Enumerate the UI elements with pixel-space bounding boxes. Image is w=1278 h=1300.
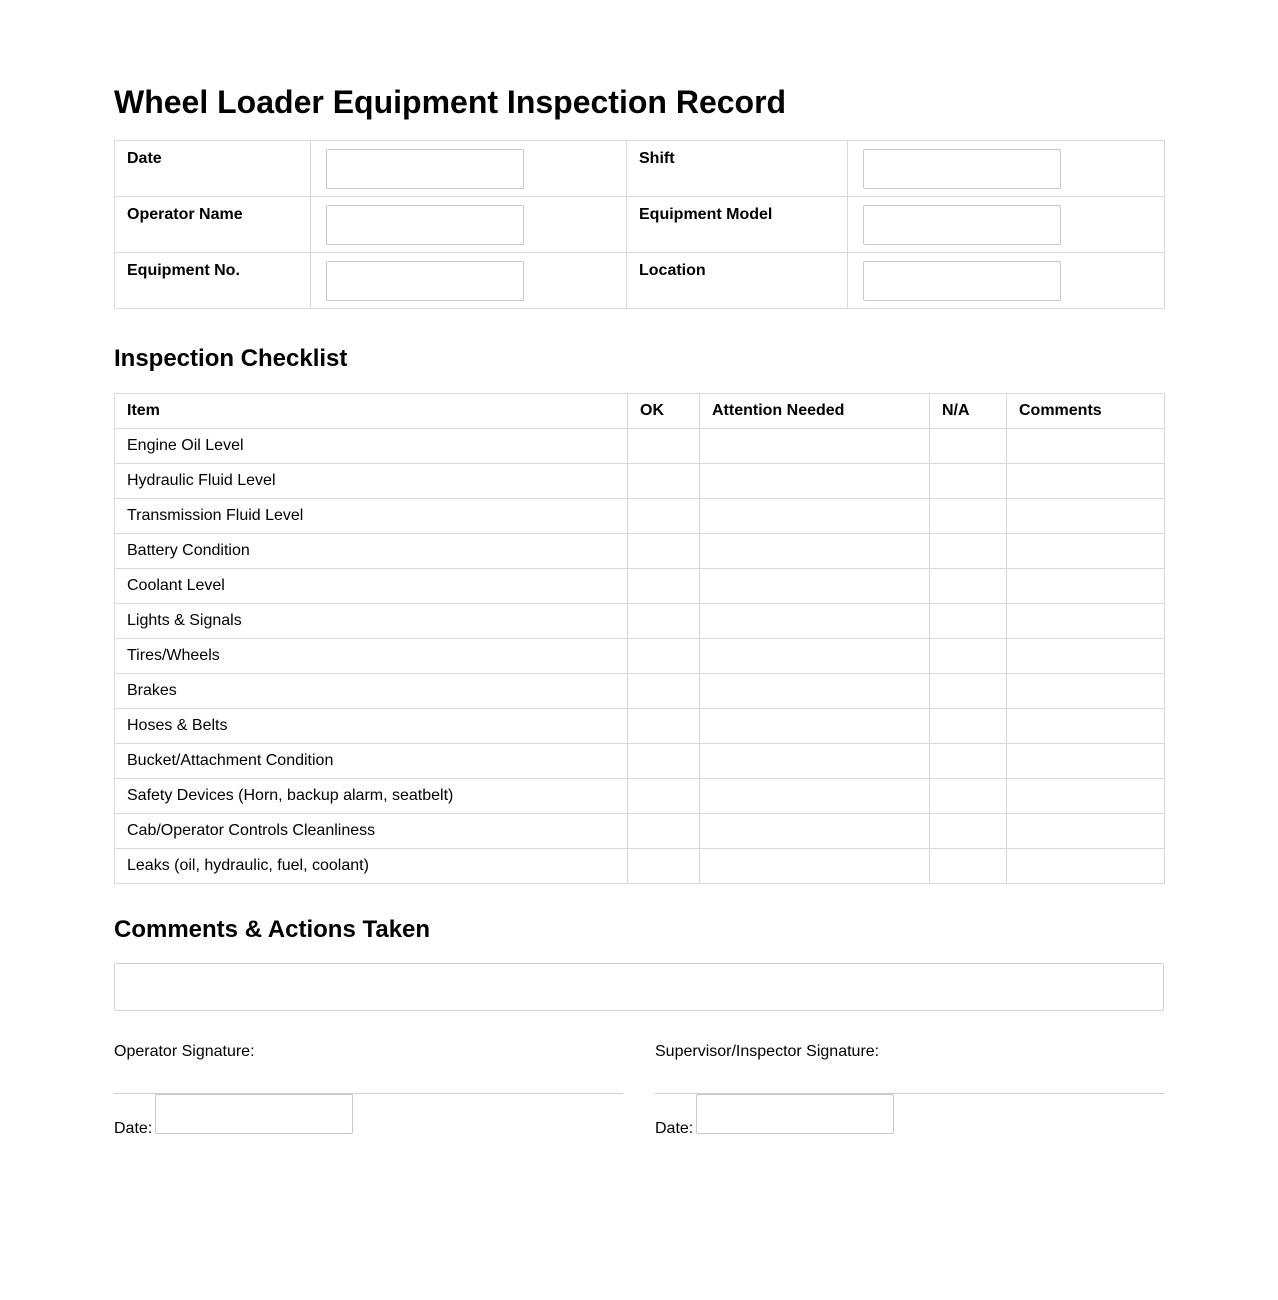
checklist-na-cell[interactable]	[930, 674, 1007, 709]
checklist-row	[115, 744, 1165, 779]
checklist-ok-cell[interactable]	[628, 639, 700, 674]
checklist-comments-cell[interactable]	[1007, 429, 1165, 464]
checklist-na-cell[interactable]	[930, 534, 1007, 569]
checklist-na-cell[interactable]	[930, 639, 1007, 674]
shift-field-cell	[848, 141, 1165, 197]
operator-name-field[interactable]	[326, 205, 524, 245]
equipment-info-table	[114, 140, 1165, 309]
checklist-comments-cell[interactable]	[1007, 464, 1165, 499]
checklist-attention-needed-cell[interactable]	[700, 534, 930, 569]
shift-field[interactable]	[863, 149, 1061, 189]
checklist-attention-needed-cell[interactable]	[700, 464, 930, 499]
checklist-attention-needed-cell[interactable]	[700, 429, 930, 464]
checklist-comments-cell[interactable]	[1007, 779, 1165, 814]
checklist-ok-cell[interactable]	[628, 674, 700, 709]
equipment-no-field-cell	[311, 253, 627, 309]
checklist-attention-needed-cell[interactable]	[700, 674, 930, 709]
checklist-attention-needed-cell[interactable]	[700, 499, 930, 534]
checklist-header-row	[115, 394, 1165, 429]
equipment-model-field-cell	[848, 197, 1165, 253]
location-label: Location	[627, 253, 848, 309]
checklist-attention-needed-cell[interactable]	[700, 569, 930, 604]
checklist-comments-cell[interactable]	[1007, 849, 1165, 884]
checklist-attention-needed-cell[interactable]	[700, 744, 930, 779]
equipment-no-field[interactable]	[326, 261, 524, 301]
checklist-row	[115, 499, 1165, 534]
date-field[interactable]	[326, 149, 524, 189]
checklist-heading: Inspection Checklist	[114, 345, 348, 372]
supervisor-date-label: Date:	[655, 1120, 694, 1137]
operator-date-field[interactable]	[155, 1094, 353, 1134]
supervisor-date-field[interactable]	[696, 1094, 894, 1134]
date-label: Date	[115, 141, 311, 197]
checklist-ok-cell[interactable]	[628, 849, 700, 884]
column-header-comments: Comments	[1007, 394, 1165, 429]
operator-name-label: Operator Name	[115, 197, 311, 253]
checklist-ok-cell[interactable]	[628, 779, 700, 814]
checklist-item-label: Bucket/Attachment Condition	[115, 744, 628, 779]
location-field-cell	[848, 253, 1165, 309]
comments-heading: Comments & Actions Taken	[114, 916, 431, 943]
checklist-attention-needed-cell[interactable]	[700, 639, 930, 674]
supervisor-signature-block	[655, 1042, 1164, 1137]
checklist-attention-needed-cell[interactable]	[700, 604, 930, 639]
checklist-item-label: Lights & Signals	[115, 604, 628, 639]
equipment-no-label: Equipment No.	[115, 253, 311, 309]
checklist-na-cell[interactable]	[930, 849, 1007, 884]
checklist-na-cell[interactable]	[930, 604, 1007, 639]
checklist-comments-cell[interactable]	[1007, 814, 1165, 849]
info-row	[115, 141, 1165, 197]
checklist-item-label: Leaks (oil, hydraulic, fuel, coolant)	[115, 849, 628, 884]
checklist-na-cell[interactable]	[930, 464, 1007, 499]
checklist-attention-needed-cell[interactable]	[700, 814, 930, 849]
checklist-na-cell[interactable]	[930, 499, 1007, 534]
checklist-item-label: Tires/Wheels	[115, 639, 628, 674]
comments-actions-field[interactable]	[114, 963, 1164, 1011]
checklist-na-cell[interactable]	[930, 429, 1007, 464]
checklist-comments-cell[interactable]	[1007, 639, 1165, 674]
checklist-row	[115, 849, 1165, 884]
checklist-item-label: Brakes	[115, 674, 628, 709]
checklist-ok-cell[interactable]	[628, 499, 700, 534]
checklist-comments-cell[interactable]	[1007, 499, 1165, 534]
checklist-row	[115, 814, 1165, 849]
checklist-comments-cell[interactable]	[1007, 674, 1165, 709]
info-row	[115, 197, 1165, 253]
checklist-comments-cell[interactable]	[1007, 604, 1165, 639]
operator-date-label: Date:	[114, 1120, 153, 1137]
equipment-model-field[interactable]	[863, 205, 1061, 245]
operator-name-field-cell	[311, 197, 627, 253]
checklist-row	[115, 604, 1165, 639]
shift-label: Shift	[627, 141, 848, 197]
checklist-row	[115, 674, 1165, 709]
column-header-ok: OK	[628, 394, 700, 429]
checklist-ok-cell[interactable]	[628, 569, 700, 604]
checklist-row	[115, 709, 1165, 744]
checklist-item-label: Safety Devices (Horn, backup alarm, seatbelt)	[115, 779, 628, 814]
column-header-item: Item	[115, 394, 628, 429]
checklist-comments-cell[interactable]	[1007, 569, 1165, 604]
checklist-row	[115, 464, 1165, 499]
checklist-row	[115, 639, 1165, 674]
checklist-ok-cell[interactable]	[628, 534, 700, 569]
checklist-na-cell[interactable]	[930, 709, 1007, 744]
checklist-na-cell[interactable]	[930, 779, 1007, 814]
checklist-body	[115, 429, 1165, 884]
checklist-attention-needed-cell[interactable]	[700, 779, 930, 814]
checklist-item-label: Hydraulic Fluid Level	[115, 464, 628, 499]
checklist-attention-needed-cell[interactable]	[700, 849, 930, 884]
checklist-item-label: Engine Oil Level	[115, 429, 628, 464]
checklist-comments-cell[interactable]	[1007, 744, 1165, 779]
location-field[interactable]	[863, 261, 1061, 301]
checklist-ok-cell[interactable]	[628, 814, 700, 849]
date-field-cell	[311, 141, 627, 197]
column-header-attention-needed: Attention Needed	[700, 394, 930, 429]
checklist-row	[115, 779, 1165, 814]
equipment-model-label: Equipment Model	[627, 197, 848, 253]
checklist-comments-cell[interactable]	[1007, 534, 1165, 569]
checklist-attention-needed-cell[interactable]	[700, 709, 930, 744]
checklist-ok-cell[interactable]	[628, 709, 700, 744]
checklist-na-cell[interactable]	[930, 744, 1007, 779]
checklist-ok-cell[interactable]	[628, 464, 700, 499]
checklist-row	[115, 429, 1165, 464]
column-header-na: N/A	[930, 394, 1007, 429]
checklist-item-label: Hoses & Belts	[115, 709, 628, 744]
supervisor-signature-label: Supervisor/Inspector Signature:	[655, 1043, 880, 1060]
operator-signature-label: Operator Signature:	[114, 1043, 255, 1060]
checklist-ok-cell[interactable]	[628, 744, 700, 779]
operator-signature-block	[114, 1042, 623, 1137]
checklist-item-label: Cab/Operator Controls Cleanliness	[115, 814, 628, 849]
checklist-item-label: Battery Condition	[115, 534, 628, 569]
checklist-na-cell[interactable]	[930, 814, 1007, 849]
info-row	[115, 253, 1165, 309]
checklist-item-label: Coolant Level	[115, 569, 628, 604]
inspection-checklist-table	[114, 393, 1165, 884]
checklist-ok-cell[interactable]	[628, 604, 700, 639]
checklist-item-label: Transmission Fluid Level	[115, 499, 628, 534]
checklist-row	[115, 569, 1165, 604]
checklist-row	[115, 534, 1165, 569]
checklist-na-cell[interactable]	[930, 569, 1007, 604]
checklist-comments-cell[interactable]	[1007, 709, 1165, 744]
checklist-ok-cell[interactable]	[628, 429, 700, 464]
page-title: Wheel Loader Equipment Inspection Record	[114, 84, 787, 120]
